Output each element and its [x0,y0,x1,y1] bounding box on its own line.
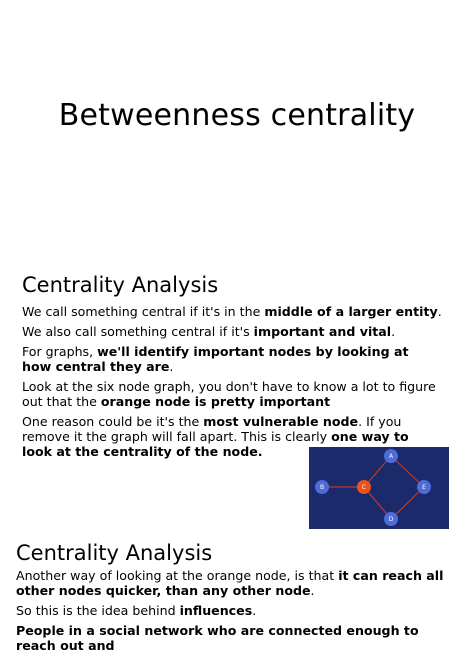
paragraph: Another way of looking at the orange node, is that it can reach all other nodes quicker, than any other node. [16,568,444,598]
graph-node-label: C [361,484,367,491]
graph-node-label: E [422,484,426,491]
section-heading: Centrality Analysis [22,273,219,297]
paragraph: So this is the idea behind influences. [16,603,257,618]
section-body [16,568,456,658]
paragraph: Look at the six node graph, you don't have to know a lot to figure out that the orange node is pretty important [22,379,436,409]
paragraph: For graphs, we'll identify important nodes by looking at how central they are. [22,344,409,374]
slide-title: Betweenness centrality [58,98,416,133]
section-heading: Centrality Analysis [16,541,213,565]
paragraph: We call something central if it's in the middle of a larger entity. [22,304,442,319]
paragraph: One reason could be it's the most vulnerable node. If you remove it the graph will fall apart. This is clearly one way to look at the centrality of the node. [22,414,409,459]
six-node-graph-image [309,447,449,529]
graph-node-label: B [319,484,325,491]
paragraph: We also call something central if it's important and vital. [22,324,396,339]
section-body [22,304,442,464]
graph-svg [309,447,449,529]
graph-node-label: D [388,516,394,523]
graph-node-label: A [388,453,394,460]
paragraph: People in a social network who are connected enough to reach out and [16,623,419,653]
